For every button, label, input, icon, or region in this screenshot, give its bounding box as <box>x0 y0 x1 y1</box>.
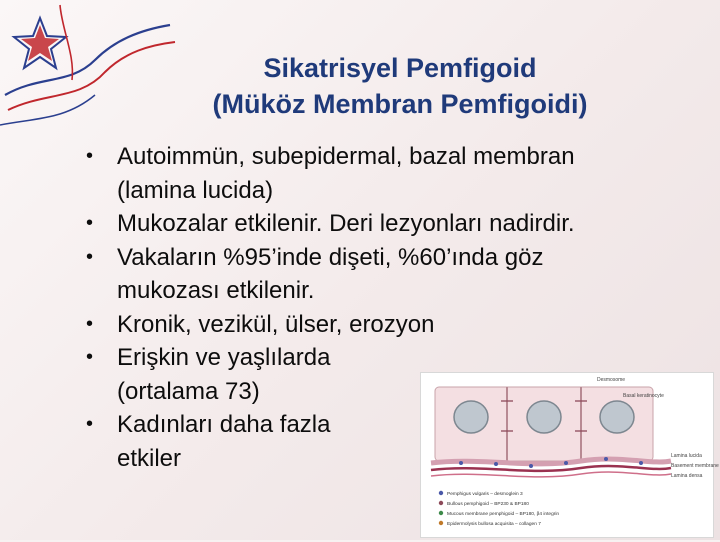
bullet-item <box>86 241 686 308</box>
label-basement-membrane: Basement membrane <box>671 463 719 469</box>
legend-item: Bullous pemphigoid – BP230 & BP180 <box>447 502 529 507</box>
legend-item: Pemphigus vulgaris – desmoglein 3 <box>447 492 523 497</box>
title-line-1: Sikatrisyel Pemfigoid <box>263 53 537 83</box>
label-lamina-densa: Lamina densa <box>671 473 703 479</box>
bullet-icon: • <box>86 145 94 167</box>
label-basal-keratinocyte: Basal keratinocyte <box>623 393 664 399</box>
bullet-text: Vakaların %95’inde dişeti, %60’ında göz <box>117 243 544 271</box>
label-desmosome: Desmosome <box>597 377 626 383</box>
label-lamina-lucida: Lamina lucida <box>671 453 702 459</box>
bullet-icon: • <box>86 413 94 435</box>
bullet-icon: • <box>86 212 94 234</box>
bullet-text: Erişkin ve yaşlılarda <box>117 344 331 371</box>
diagram-svg <box>421 373 719 537</box>
bullet-text: Mukozalar etkilenir. Deri lezyonları nadirdir. <box>117 210 575 237</box>
bullet-item <box>86 308 686 342</box>
basement-membrane-diagram <box>420 372 719 538</box>
bullet-icon: • <box>86 245 94 268</box>
bullet-text-cont: mukozası etkilenir. <box>117 277 315 304</box>
bullet-text-cont: etkiler <box>117 444 182 472</box>
bullet-item <box>86 207 686 241</box>
bullet-text: Autoimmün, subepidermal, bazal membran <box>117 143 575 170</box>
legend-item: Epidermolysis bullosa acquisita – collagen 7 <box>447 522 541 527</box>
bullet-text: Kadınları daha fazla <box>117 411 331 438</box>
bullet-text: Kronik, vezikül, ülser, erozyon <box>117 310 435 338</box>
star-decoration <box>14 18 66 68</box>
slide-title <box>120 50 680 122</box>
bullet-icon: • <box>86 346 94 368</box>
bullet-text-cont: (ortalama 73) <box>117 377 260 405</box>
bullet-icon: • <box>86 312 94 335</box>
title-line-2: (Müköz Membran Pemfigoidi) <box>212 89 588 119</box>
diagram-legend <box>439 491 560 527</box>
bullet-item <box>86 140 686 207</box>
legend-item: Mucous membrane pemphigoid – BP180, β4 integrin <box>447 512 560 517</box>
bullet-text-cont: (lamina lucida) <box>117 176 274 204</box>
